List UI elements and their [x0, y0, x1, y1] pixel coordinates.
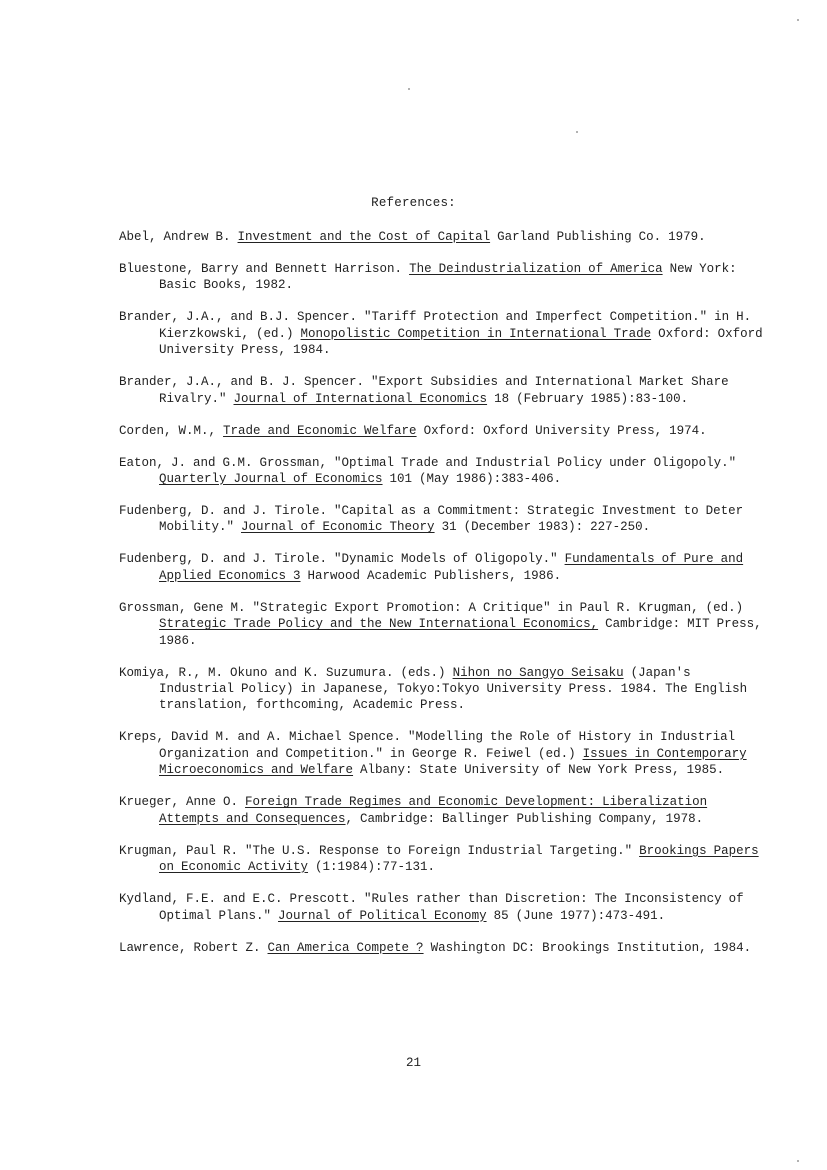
reference-entry [119, 551, 767, 584]
reference-text: (Japan's Industrial Policy) in Japanese, Tokyo:Tokyo University Press. 1984. The English translation, forthcoming, Academic Press. [159, 665, 748, 713]
reference-entry [119, 309, 767, 358]
reference-title: Fundamentals of Pure and Applied Economics 3 [159, 552, 744, 583]
reference-entry [119, 600, 767, 649]
reference-text: Fudenberg, D. and J. Tirole. "Dynamic Models of Oligopoly." [119, 552, 565, 567]
reference-text: Albany: State University of New York Press, 1985. [353, 763, 725, 778]
reference-text: Lawrence, Robert Z. [119, 940, 268, 955]
reference-title: Issues in Contemporary Microeconomics and Welfare [159, 746, 747, 778]
reference-text: Oxford: Oxford University Press, 1974. [416, 423, 707, 438]
reference-entry [119, 665, 767, 714]
reference-title: Can America Compete ? [267, 940, 424, 955]
reference-title: Nihon no Sangyo Seisaku [452, 665, 624, 680]
reference-title: Quarterly Journal of Economics [159, 472, 383, 487]
reference-text: Krueger, Anne O. [119, 795, 246, 810]
reference-text: Eaton, J. and G.M. Grossman, "Optimal Trade and Industrial Policy under Oligopoly." [119, 455, 737, 470]
reference-text: Fudenberg, D. and J. Tirole. "Capital as a Commitment: Strategic Investment to Deter Mobility." [119, 504, 744, 535]
reference-text: Corden, W.M., [119, 423, 224, 438]
reference-text: Washington DC: Brookings Institution, 1984. [423, 940, 752, 955]
reference-text: Brander, J.A., and B.J. Spencer. "Tariff Protection and Imperfect Competition." in H. Kierzkowski, (ed.) [119, 310, 752, 341]
reference-entry [119, 261, 767, 294]
reference-text: Oxford: Oxford University Press, 1984. [159, 326, 763, 358]
reference-text: Krugman, Paul R. "The U.S. Response to Foreign Industrial Targeting." [119, 843, 640, 858]
references-heading: References: [371, 196, 456, 210]
scan-speck [576, 131, 578, 133]
reference-entry [119, 503, 767, 536]
reference-text: Kydland, F.E. and E.C. Prescott. "Rules rather than Discretion: The Inconsistency of Optimal Plans." [119, 892, 744, 923]
reference-text: 18 (February 1985):83-100. [487, 391, 689, 406]
reference-entry [119, 455, 767, 488]
reference-text: (1:1984):77-131. [308, 860, 436, 875]
reference-title: Journal of International Economics [233, 391, 488, 406]
reference-title: Trade and Economic Welfare [223, 423, 417, 438]
scan-speck [797, 19, 799, 21]
reference-text: 85 (June 1977):473-491. [486, 908, 666, 923]
reference-title: The Deindustrialization of America [409, 262, 663, 276]
reference-title: Strategic Trade Policy and the New International Economics, [159, 617, 599, 632]
reference-entry [119, 891, 767, 924]
reference-title: Monopolistic Competition in International Trade [300, 326, 652, 341]
scan-speck [797, 1160, 799, 1162]
reference-entry [119, 374, 767, 407]
reference-text: Abel, Andrew B. [119, 230, 238, 244]
reference-text: 101 (May 1986):383-406. [382, 472, 562, 487]
reference-entry [119, 843, 767, 876]
reference-entry [119, 423, 767, 439]
reference-text: Brander, J.A., and B. J. Spencer. "Export Subsidies and International Market Share Rivalry." [119, 375, 729, 406]
reference-title: Brookings Papers on Economic Activity [159, 843, 759, 875]
reference-text: , Cambridge: Ballinger Publishing Company, 1978. [345, 811, 704, 826]
reference-entry [119, 729, 767, 778]
reference-title: Foreign Trade Regimes and Economic Development: Liberalization Attempts and Consequences [159, 795, 708, 826]
reference-list [119, 229, 767, 972]
page-number: 21 [405, 1056, 421, 1070]
reference-title: Journal of Political Economy [278, 908, 487, 923]
reference-text: Bluestone, Barry and Bennett Harrison. [119, 262, 410, 276]
reference-text: 31 (December 1983): 227-250. [434, 520, 651, 535]
reference-text: New York: Basic Books, 1982. [159, 262, 737, 293]
scan-speck [408, 88, 410, 90]
reference-text: Komiya, R., M. Okuno and K. Suzumura. (eds.) [119, 665, 453, 680]
reference-entry [119, 794, 767, 827]
reference-title: Journal of Economic Theory [241, 520, 435, 535]
reference-text: Kreps, David M. and A. Michael Spence. "Modelling the Role of History in Industrial Organization and Competition." in George R. Feiwel (ed.) [119, 730, 736, 761]
reference-text: Grossman, Gene M. "Strategic Export Promotion: A Critique" in Paul R. Krugman, (ed.) [119, 600, 744, 615]
reference-title: Investment and the Cost of Capital [237, 230, 491, 244]
reference-text: Harwood Academic Publishers, 1986. [300, 568, 562, 583]
reference-text: Garland Publishing Co. 1979. [490, 230, 706, 244]
reference-text: Cambridge: MIT Press, 1986. [159, 617, 762, 648]
reference-entry [119, 940, 767, 956]
reference-entry [119, 229, 767, 245]
